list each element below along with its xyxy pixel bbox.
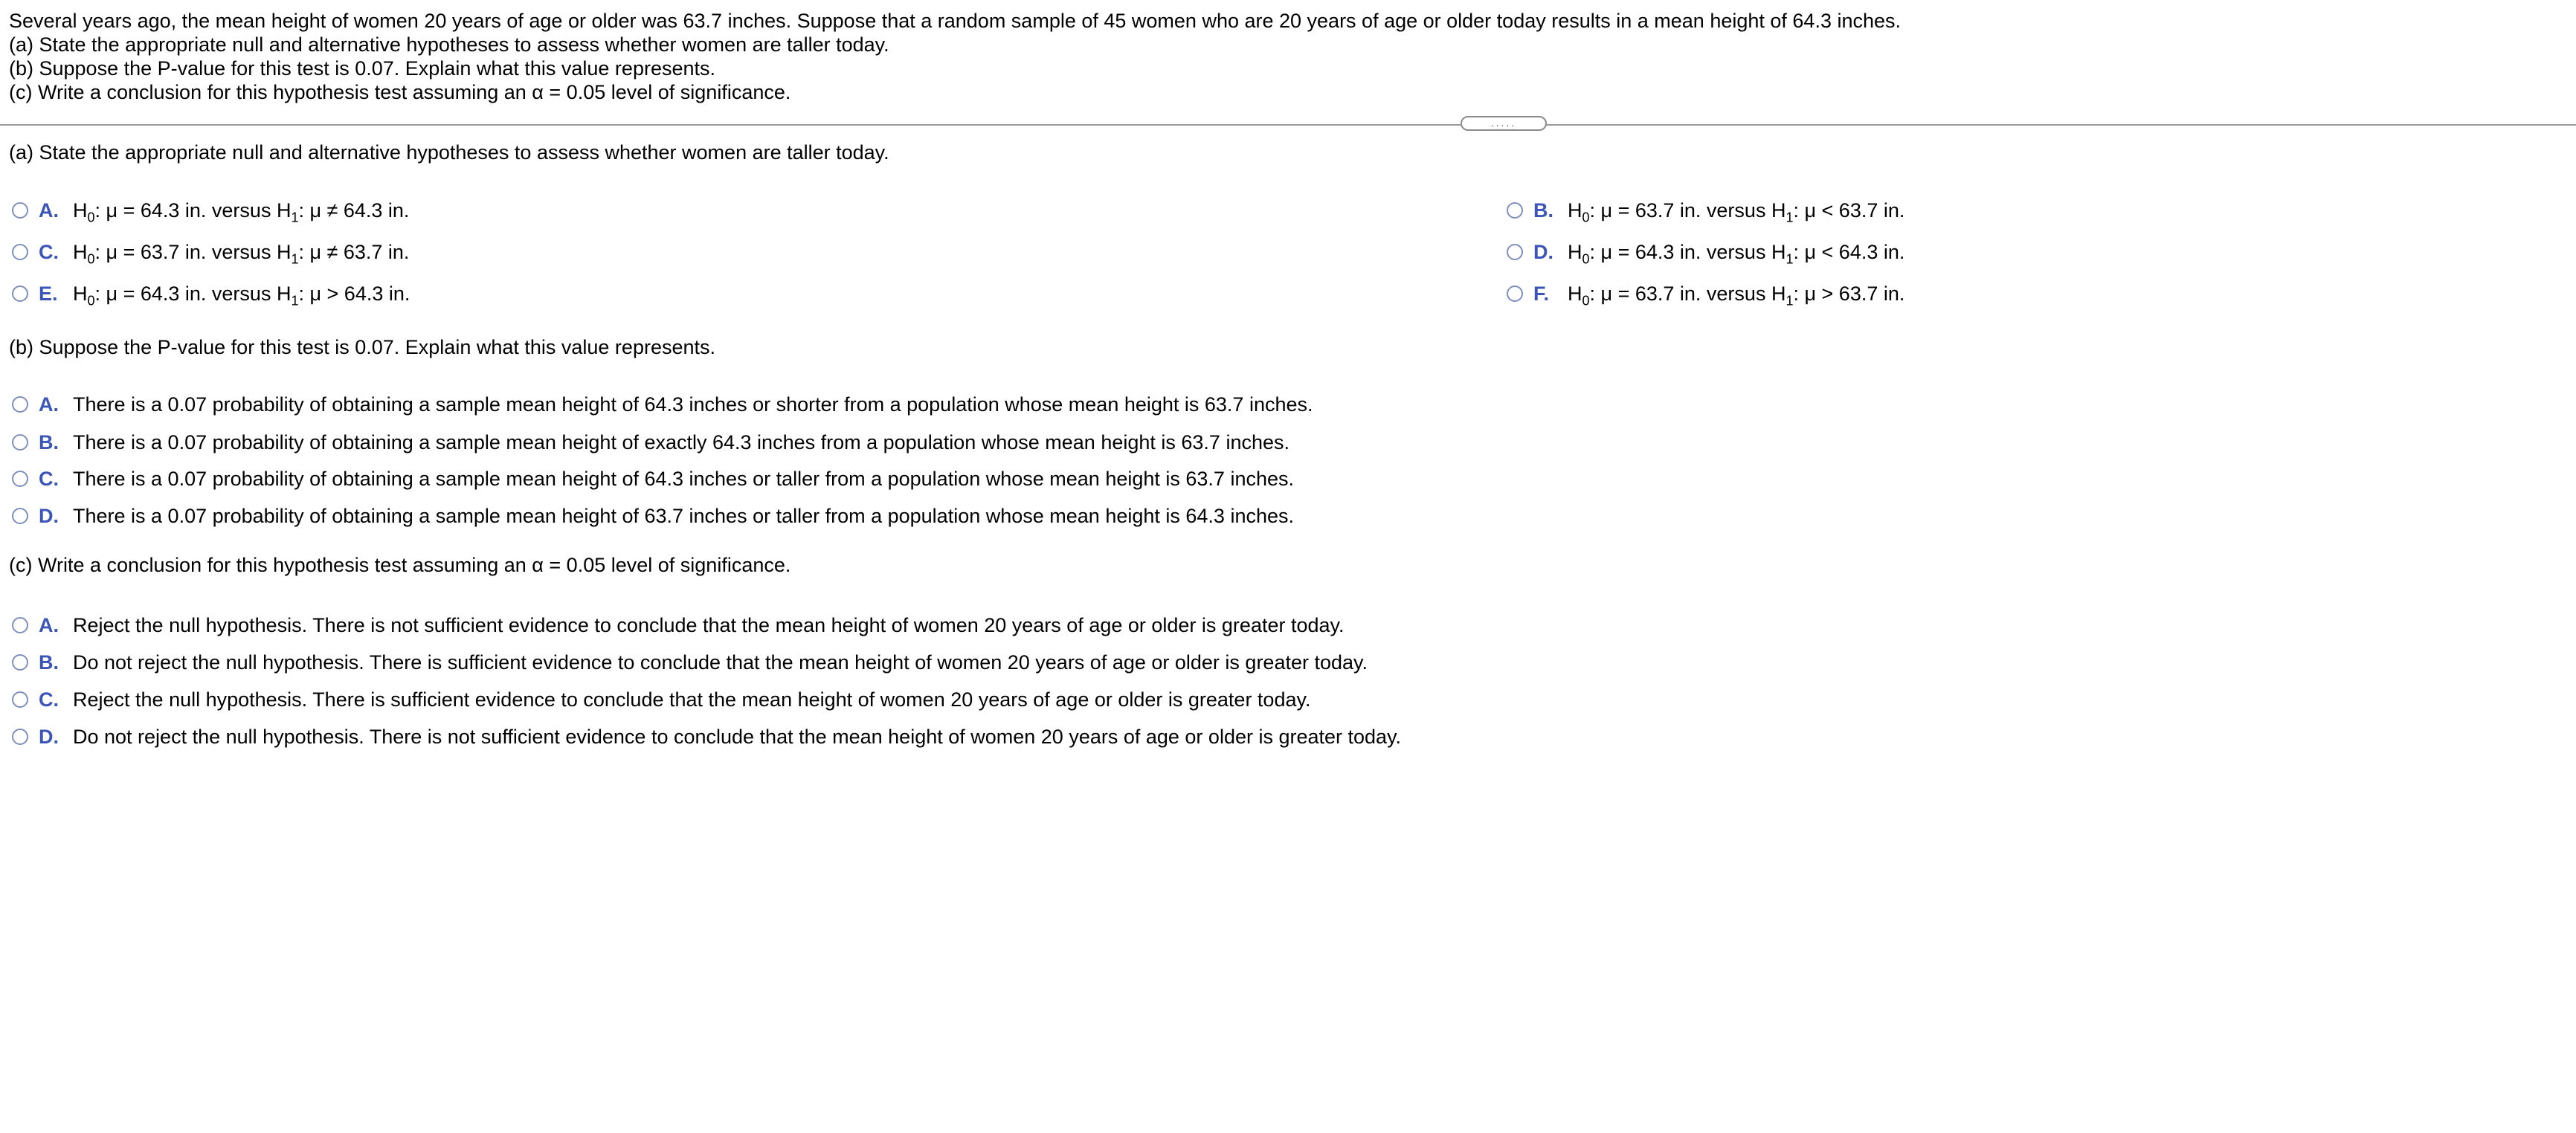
option-text: $H_0$: μ = 64.3 in. versus $H_1$: μ > 64.3 in. (73, 282, 410, 308)
radio-button[interactable] (12, 202, 28, 219)
radio-button[interactable] (12, 508, 28, 524)
part-a-option-a[interactable] (12, 198, 409, 223)
option-text: There is a 0.07 probability of obtaining a sample mean height of exactly 64.3 inches from a population whose mean height is 63.7 inches. (73, 430, 1289, 453)
option-text: There is a 0.07 probability of obtaining a sample mean height of 64.3 inches or taller from a population whose mean height is 63.7 inches. (73, 467, 1294, 490)
part-c-option-c[interactable] (12, 687, 1310, 712)
radio-button[interactable] (1507, 285, 1523, 302)
option-text: $H_0$: μ = 63.7 in. versus $H_1$: μ ≠ 63.7 in. (73, 240, 410, 266)
radio-button[interactable] (12, 434, 28, 451)
part-b-option-a[interactable] (12, 392, 1313, 417)
option-letter: A. (39, 198, 59, 222)
option-letter: D. (39, 504, 59, 527)
option-letter: E. (39, 282, 58, 305)
option-letter: B. (1533, 198, 1553, 222)
option-text: Reject the null hypothesis. There is sufficient evidence to conclude that the mean height of women 20 years of age or older is greater today. (73, 688, 1311, 711)
problem-line: (c) Write a conclusion for this hypothesis test assuming an α = 0.05 level of significance. (9, 81, 791, 103)
part-a-option-b[interactable] (1507, 198, 1904, 223)
radio-button[interactable] (12, 471, 28, 487)
part-b-question: (b) Suppose the P-value for this test is 0.07. Explain what this value represents. (9, 336, 715, 358)
problem-line: (a) State the appropriate null and alternative hypotheses to assess whether women are taller today. (9, 33, 889, 56)
option-letter: F. (1533, 282, 1550, 305)
radio-button[interactable] (12, 285, 28, 302)
option-letter: C. (39, 688, 59, 711)
radio-button[interactable] (12, 654, 28, 671)
part-a-option-f[interactable] (1507, 281, 1904, 306)
radio-button[interactable] (12, 396, 28, 413)
part-b-option-c[interactable] (12, 466, 1294, 491)
part-a-option-e[interactable] (12, 281, 410, 306)
part-a-option-c[interactable] (12, 239, 409, 265)
problem-line: Several years ago, the mean height of women 20 years of age or older was 63.7 inches. Suppose that a random sample of 45 women who are 20 years of age or older today results in a mean height of 64.3 inches. (9, 10, 1902, 32)
radio-button[interactable] (1507, 244, 1523, 260)
option-text: There is a 0.07 probability of obtaining a sample mean height of 63.7 inches or taller from a population whose mean height is 64.3 inches. (73, 504, 1294, 527)
option-letter: B. (39, 430, 59, 453)
option-text: $H_0$: μ = 63.7 in. versus $H_1$: μ > 63.7 in. (1568, 282, 1905, 308)
part-c-option-d[interactable] (12, 724, 1401, 749)
radio-button[interactable] (12, 691, 28, 708)
option-letter: D. (1533, 240, 1553, 263)
radio-button[interactable] (12, 729, 28, 745)
part-c-option-a[interactable] (12, 613, 1345, 638)
option-text: $H_0$: μ = 64.3 in. versus $H_1$: μ ≠ 64.3 in. (73, 198, 410, 225)
problem-line: (b) Suppose the P-value for this test is 0.07. Explain what this value represents. (9, 57, 715, 80)
option-letter: A. (39, 613, 59, 636)
option-text: $H_0$: μ = 63.7 in. versus $H_1$: μ < 63.7 in. (1568, 198, 1905, 225)
radio-button[interactable] (1507, 202, 1523, 219)
part-a-question: (a) State the appropriate null and alternative hypotheses to assess whether women are taller today. (9, 141, 889, 164)
option-letter: B. (39, 651, 59, 674)
section-divider (0, 124, 2576, 126)
option-text: Do not reject the null hypothesis. There is sufficient evidence to conclude that the mean height of women 20 years of age or older is greater today. (73, 651, 1368, 674)
part-b-option-d[interactable] (12, 503, 1294, 529)
part-c-option-b[interactable] (12, 650, 1368, 675)
option-text: $H_0$: μ = 64.3 in. versus $H_1$: μ < 64.3 in. (1568, 240, 1905, 266)
part-b-option-b[interactable] (12, 430, 1289, 455)
radio-button[interactable] (12, 244, 28, 260)
option-letter: A. (39, 393, 59, 416)
option-text: Reject the null hypothesis. There is not sufficient evidence to conclude that the mean height of women 20 years of age or older is greater today. (73, 613, 1345, 636)
problem-statement (9, 9, 2552, 104)
part-c-question: (c) Write a conclusion for this hypothesis test assuming an α = 0.05 level of significance. (9, 554, 791, 576)
option-letter: D. (39, 725, 59, 748)
option-letter: C. (39, 467, 59, 490)
radio-button[interactable] (12, 617, 28, 633)
option-text: There is a 0.07 probability of obtaining a sample mean height of 64.3 inches or shorter from a population whose mean height is 63.7 inches. (73, 393, 1313, 416)
option-text: Do not reject the null hypothesis. There is not sufficient evidence to conclude that the mean height of women 20 years of age or older is greater today. (73, 725, 1402, 748)
divider-handle[interactable]: ..... (1461, 116, 1547, 131)
part-a-option-d[interactable] (1507, 239, 1904, 265)
option-letter: C. (39, 240, 59, 263)
